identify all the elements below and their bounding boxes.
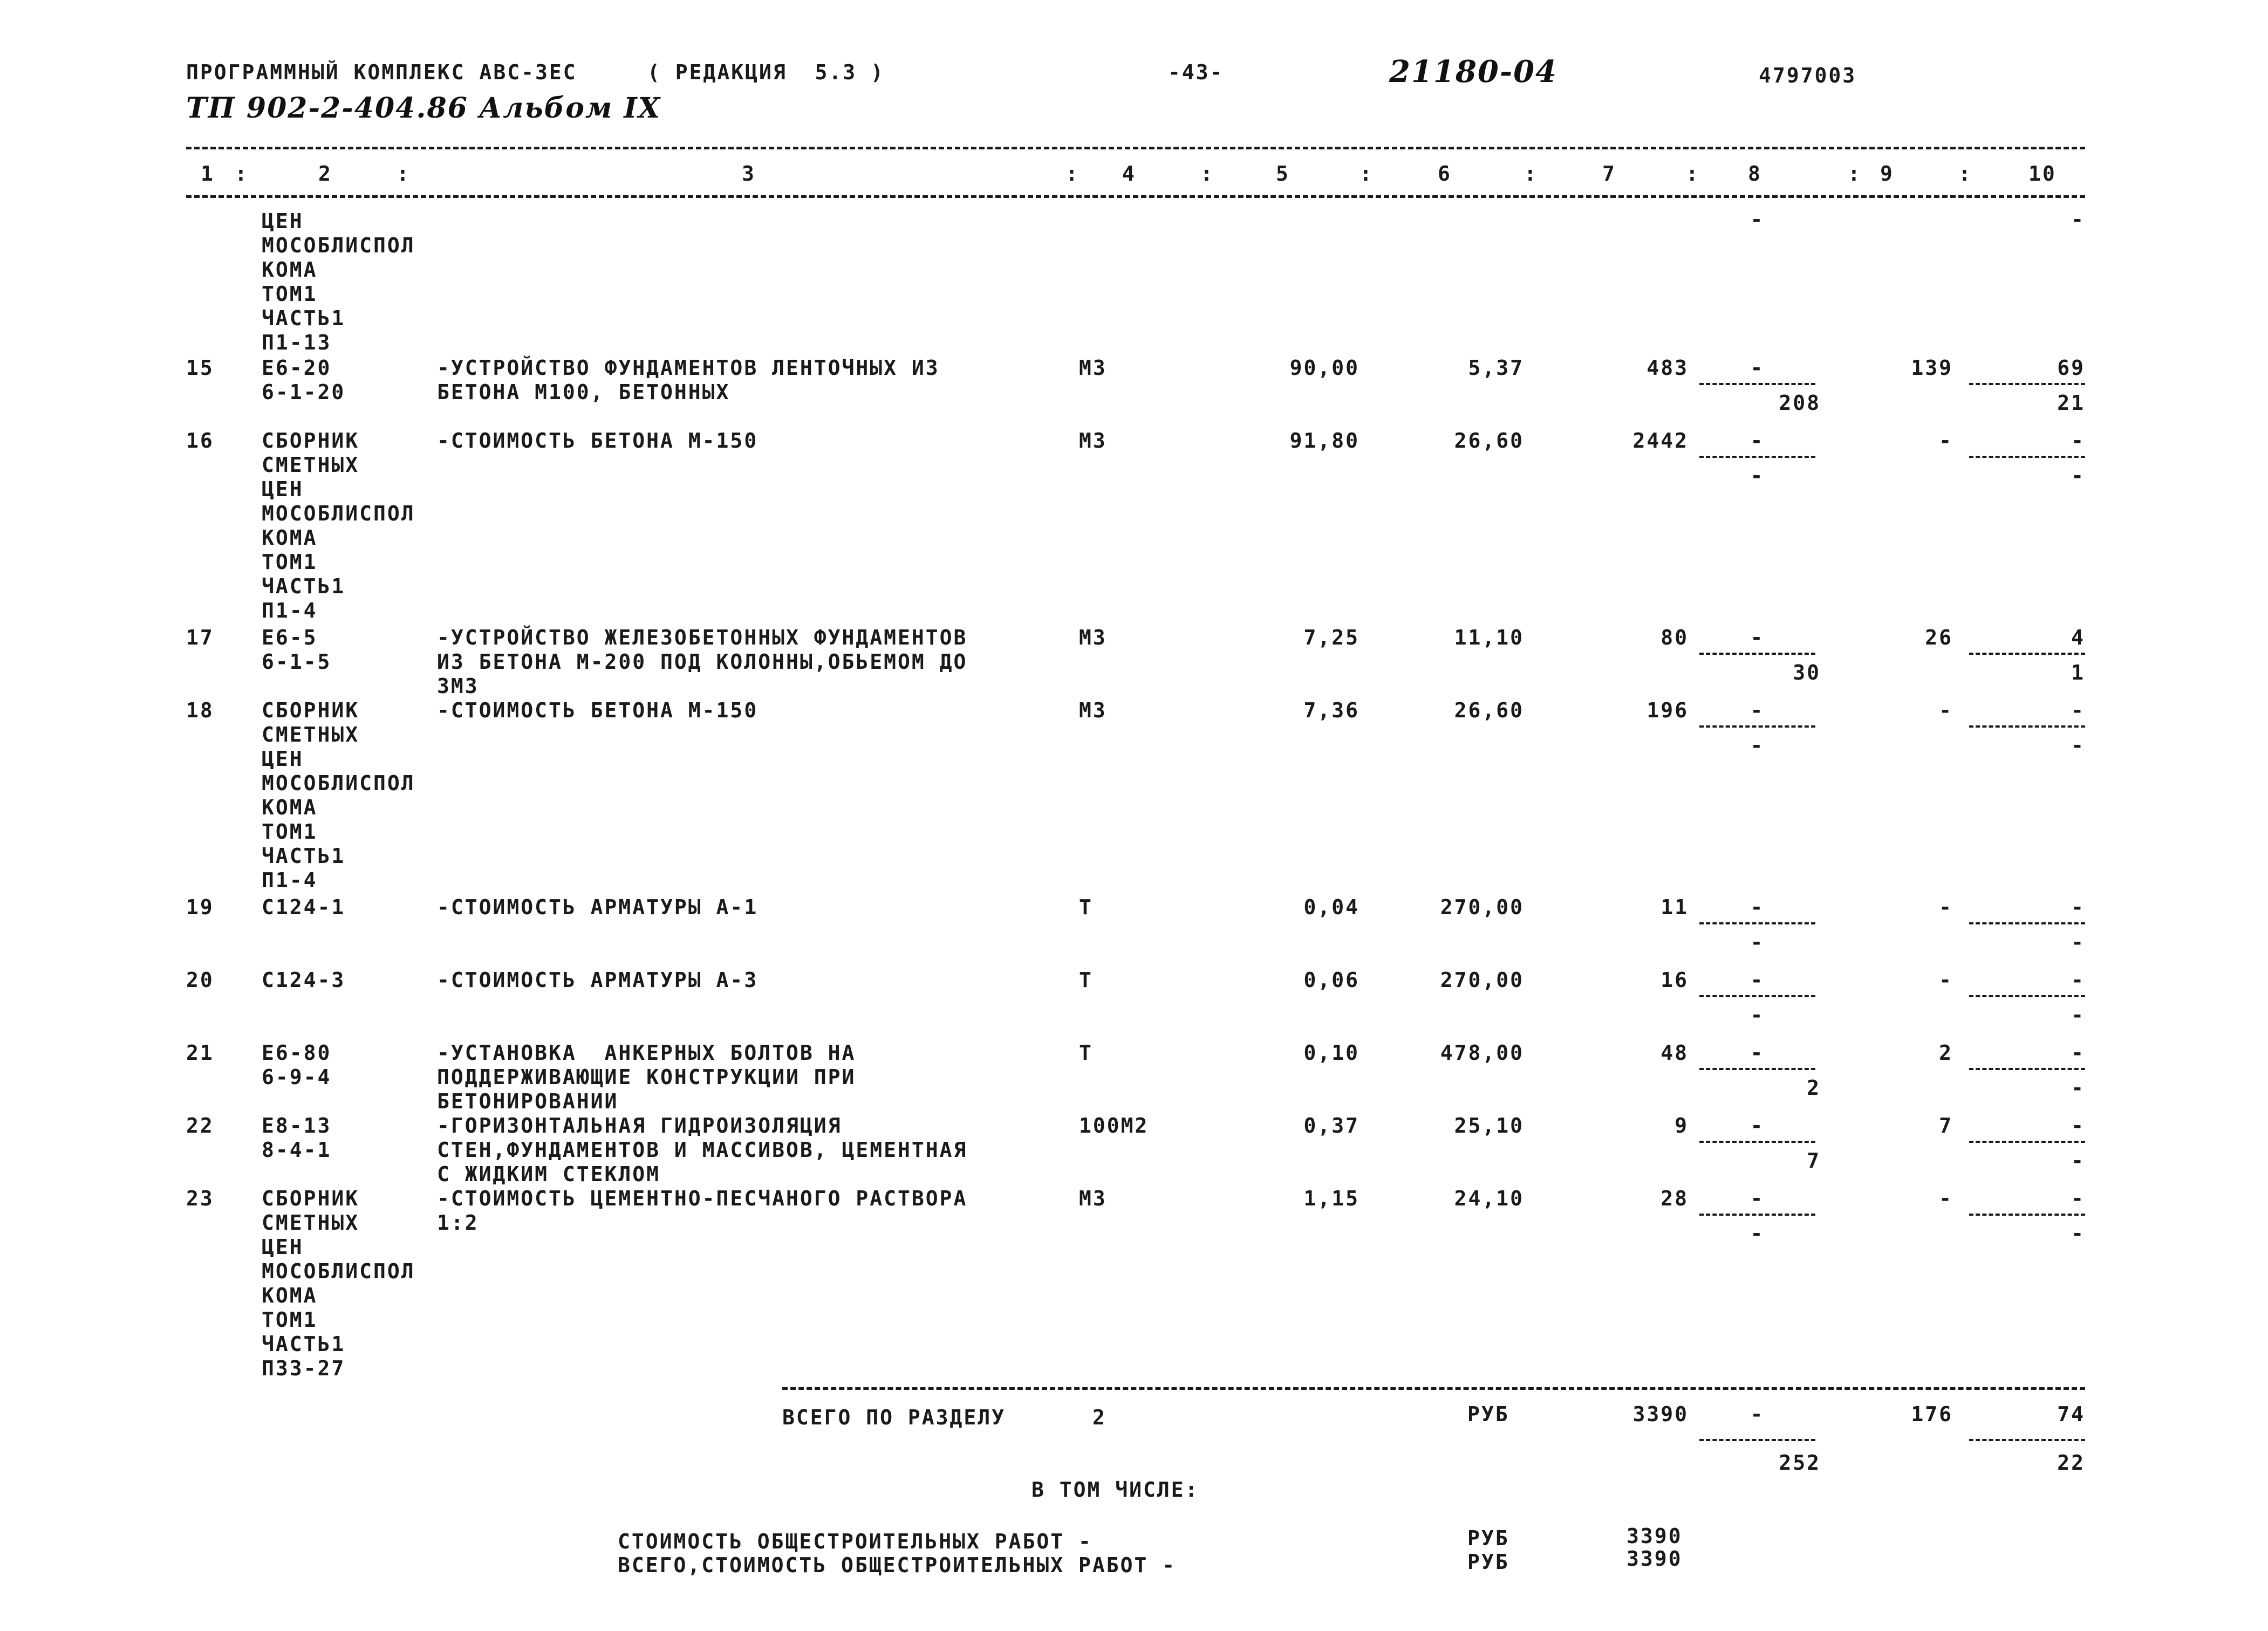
row-name-line: ИЗ БЕТОНА М-200 ПОД КОЛОННЫ,ОБЬЕМОМ ДО [437,650,968,674]
column-number-7: 7 [1602,162,1616,186]
column-number-4: 4 [1122,162,1136,186]
total-unit: РУБ [1467,1402,1509,1426]
row-cost: 11 [1661,895,1689,919]
total-col10-rule [1969,1439,2085,1441]
row-col10-top: 69 [2057,356,2085,380]
row-col10-rule [1969,995,2085,997]
row-code-line: МОСОБЛИСПОЛ [262,502,415,525]
column-separator: : [1686,162,1700,186]
including-label: В ТОМ ЧИСЛЕ: [1031,1478,1199,1502]
row-quantity: 7,25 [1303,626,1360,649]
row-unit: М3 [1079,356,1107,380]
row-quantity: 1,15 [1303,1187,1360,1210]
row-name-line: СТЕН,ФУНДАМЕНТОВ И МАССИВОВ, ЦЕМЕНТНАЯ [437,1138,968,1162]
row-col8-top: - [1750,895,1765,919]
handwritten-album: ТП 902-2-404.86 Альбом IX [186,92,661,125]
row-number: 15 [186,356,214,380]
row-col8-top: - [1750,1114,1765,1137]
row-price: 24,10 [1454,1187,1524,1210]
row-number: 19 [186,895,214,919]
header-rule-top [186,147,2085,149]
total-col10-bottom: 22 [2057,1451,2085,1475]
row-code-line: СМЕТНЫХ [262,723,360,746]
row-code-line: ЧАСТЬ1 [262,574,346,598]
including-line-2-value: 3390 [1627,1547,1683,1571]
row-price: 478,00 [1440,1041,1524,1065]
page-number: -43- [1168,60,1224,84]
including-line-1-unit: РУБ [1467,1526,1509,1550]
row-cost: 16 [1661,968,1689,992]
row-code-line: КОМА [262,526,318,550]
row-number: 16 [186,429,214,453]
row-code-line: 6-1-5 [262,650,332,674]
row-col8-top: - [1750,698,1765,722]
row-unit: М3 [1079,1187,1107,1210]
row-quantity: 0,10 [1303,1041,1360,1065]
row-col10-bottom: - [2071,930,2085,954]
row-col9: - [1939,429,1953,453]
row-code-line: Е8-13 [262,1114,332,1137]
row-col9: - [1939,1187,1953,1210]
row-code-line: КОМА [262,796,318,819]
row-cost: 196 [1647,698,1689,722]
row-col10-rule [1969,1068,2085,1070]
column-number-3: 3 [742,162,756,186]
row-col10-top: 4 [2071,626,2085,649]
row-col9: - [1939,698,1953,722]
row-code-line: 8-4-1 [262,1138,332,1162]
column-number-2: 2 [318,162,332,186]
row-name-line: -СТОИМОСТЬ АРМАТУРЫ А-1 [437,895,759,919]
row-col10-rule [1969,456,2085,458]
row-col8-top: - [1750,968,1765,992]
row-name-line: -СТОИМОСТЬ АРМАТУРЫ А-3 [437,968,759,992]
continuation-col10: - [2071,208,2085,231]
row-number: 20 [186,968,214,992]
row-col10-rule [1969,653,2085,655]
row-col8-rule [1699,725,1815,728]
row-code-line: ТОМ1 [262,820,318,844]
row-col8-top: - [1750,1041,1765,1065]
row-col8-rule [1699,995,1815,997]
row-col8-bottom: 208 [1779,391,1821,415]
row-unit: М3 [1079,429,1107,453]
total-label: ВСЕГО ПО РАЗДЕЛУ [782,1406,1006,1429]
row-unit: Т [1079,895,1093,919]
including-line-1-text: СТОИМОСТЬ ОБЩЕСТРОИТЕЛЬНЫХ РАБОТ - [618,1530,1092,1553]
row-col8-top: - [1750,626,1765,649]
row-cost: 28 [1661,1187,1689,1210]
row-quantity: 91,80 [1289,429,1360,453]
row-price: 26,60 [1454,429,1524,453]
column-number-5: 5 [1276,162,1290,186]
row-col9: 26 [1925,626,1953,649]
column-separator: : [1065,162,1080,186]
row-col10-rule [1969,1141,2085,1143]
row-quantity: 0,06 [1303,968,1360,992]
row-col8-rule [1699,653,1815,655]
total-cost: 3390 [1632,1402,1689,1426]
row-col8-rule [1699,922,1815,924]
row-col10-bottom: - [2071,464,2085,488]
row-col8-rule [1699,1068,1815,1070]
row-quantity: 0,37 [1303,1114,1360,1137]
row-code-line: 6-1-20 [262,380,346,404]
row-col10-bottom: - [2071,1003,2085,1027]
row-col8-rule [1699,456,1815,458]
row-name-line: -ГОРИЗОНТАЛЬНАЯ ГИДРОИЗОЛЯЦИЯ [437,1114,842,1137]
including-line-2-unit: РУБ [1467,1550,1509,1574]
row-col8-bottom: - [1750,930,1765,954]
row-quantity: 0,04 [1303,895,1360,919]
row-number: 17 [186,626,214,649]
column-separator: : [235,162,249,186]
continuation-line: КОМА [262,258,318,282]
row-code-line: СБОРНИК [262,698,360,722]
continuation-line: ЦЕН [262,209,304,233]
row-col10-top: - [2071,698,2085,722]
row-code-line: МОСОБЛИСПОЛ [262,1259,415,1283]
row-code-line: МОСОБЛИСПОЛ [262,771,415,795]
row-col8-bottom: - [1750,1222,1765,1245]
row-price: 25,10 [1454,1114,1524,1137]
row-code-line: СМЕТНЫХ [262,453,360,477]
row-name-line: -СТОИМОСТЬ БЕТОНА М-150 [437,429,759,453]
row-code-line: ЦЕН [262,1235,304,1259]
row-quantity: 7,36 [1303,698,1360,722]
row-price: 11,10 [1454,626,1524,649]
total-col9: 176 [1911,1402,1953,1426]
row-code-line: КОМА [262,1284,318,1307]
row-unit: М3 [1079,698,1107,722]
row-col10-bottom: 1 [2071,661,2085,684]
row-name-line: -УСТРОЙСТВО ЖЕЛЕЗОБЕТОННЫХ ФУНДАМЕНТОВ [437,626,968,649]
document-number: 4797003 [1759,64,1857,87]
row-col8-bottom: 7 [1807,1149,1821,1173]
column-separator: : [1200,162,1214,186]
row-col10-top: - [2071,895,2085,919]
row-unit: Т [1079,968,1093,992]
total-col8-top: - [1750,1402,1765,1426]
total-rule [782,1387,2085,1390]
total-col10-top: 74 [2057,1402,2085,1426]
column-separator: : [1848,162,1862,186]
row-col8-top: - [1750,429,1765,453]
row-unit: М3 [1079,626,1107,649]
row-col10-rule [1969,725,2085,728]
column-number-10: 10 [2028,162,2057,186]
row-number: 18 [186,698,214,722]
row-col10-bottom: - [2071,734,2085,757]
row-col10-rule [1969,383,2085,385]
handwritten-code: 21180-04 [1389,54,1557,90]
continuation-line: ЧАСТЬ1 [262,306,346,330]
row-code-line: ТОМ1 [262,550,318,574]
row-number: 23 [186,1187,214,1210]
row-price: 270,00 [1440,895,1524,919]
row-code-line: ЧАСТЬ1 [262,844,346,868]
row-col8-bottom: 2 [1807,1076,1821,1100]
row-col10-bottom: - [2071,1149,2085,1173]
column-separator: : [397,162,411,186]
column-separator: : [1524,162,1538,186]
row-col10-top: - [2071,1114,2085,1137]
row-code-line: СБОРНИК [262,1187,360,1210]
row-col8-bottom: 30 [1793,661,1821,684]
row-unit: Т [1079,1041,1093,1065]
row-col8-rule [1699,1141,1815,1143]
row-cost: 80 [1661,626,1689,649]
row-col8-bottom: - [1750,464,1765,488]
row-col10-top: - [2071,1041,2085,1065]
row-col10-top: - [2071,1187,2085,1210]
column-separator: : [1360,162,1374,186]
row-cost: 48 [1661,1041,1689,1065]
row-col9: - [1939,895,1953,919]
row-code-line: П1-4 [262,599,318,622]
continuation-line: ТОМ1 [262,282,318,306]
row-col10-bottom: - [2071,1076,2085,1100]
continuation-col8: - [1750,208,1765,231]
row-cost: 9 [1675,1114,1689,1137]
row-code-line: ЦЕН [262,747,304,771]
column-number-9: 9 [1880,162,1894,186]
row-code-line: П1-4 [262,868,318,892]
row-code-line: СБОРНИК [262,429,360,453]
row-cost: 483 [1647,356,1689,380]
row-name-line: -СТОИМОСТЬ ЦЕМЕНТНО-ПЕСЧАНОГО РАСТВОРА [437,1187,968,1210]
row-col10-top: - [2071,429,2085,453]
total-col8-bottom: 252 [1779,1451,1821,1475]
row-col10-bottom: 21 [2057,391,2085,415]
total-section: 2 [1092,1406,1106,1429]
row-col8-rule [1699,383,1815,385]
row-name-line: 3М3 [437,674,479,698]
row-name-line: БЕТОНА М100, БЕТОННЫХ [437,380,730,404]
row-code-line: П33-27 [262,1356,346,1380]
row-cost: 2442 [1632,429,1689,453]
column-number-8: 8 [1748,162,1762,186]
header-rule-bottom [186,195,2085,198]
row-name-line: С ЖИДКИМ СТЕКЛОМ [437,1162,661,1186]
row-name-line: 1:2 [437,1211,479,1235]
row-col10-rule [1969,922,2085,924]
row-price: 5,37 [1468,356,1524,380]
row-col10-top: - [2071,968,2085,992]
row-col8-rule [1699,1214,1815,1216]
row-col8-bottom: - [1750,1003,1765,1027]
row-code-line: С124-3 [262,968,346,992]
row-code-line: Е6-5 [262,626,318,649]
including-line-1-value: 3390 [1627,1524,1683,1548]
row-number: 21 [186,1041,214,1065]
row-col8-top: - [1750,356,1765,380]
row-unit: 100М2 [1079,1114,1149,1137]
program-title: ПРОГРАММНЫЙ КОМПЛЕКС АВС-ЗЕС [186,60,577,84]
column-separator: : [1958,162,1972,186]
row-code-line: СМЕТНЫХ [262,1211,360,1235]
row-price: 26,60 [1454,698,1524,722]
row-name-line: БЕТОНИРОВАНИИ [437,1089,619,1113]
row-price: 270,00 [1440,968,1524,992]
continuation-line: П1-13 [262,331,332,354]
row-col9: 139 [1911,356,1953,380]
row-code-line: ЧАСТЬ1 [262,1332,346,1356]
row-name-line: -СТОИМОСТЬ БЕТОНА М-150 [437,698,759,722]
row-col8-top: - [1750,1187,1765,1210]
row-col10-bottom: - [2071,1222,2085,1245]
continuation-line: МОСОБЛИСПОЛ [262,234,415,257]
total-col8-rule [1699,1439,1815,1441]
including-line-2-text: ВСЕГО,СТОИМОСТЬ ОБЩЕСТРОИТЕЛЬНЫХ РАБОТ - [618,1553,1177,1577]
row-name-line: ПОДДЕРЖИВАЮЩИЕ КОНСТРУКЦИИ ПРИ [437,1065,856,1089]
column-number-1: 1 [201,162,215,186]
row-col9: - [1939,968,1953,992]
edition-label: ( РЕДАКЦИЯ 5.3 ) [647,60,885,84]
row-col10-rule [1969,1214,2085,1216]
row-number: 22 [186,1114,214,1137]
row-quantity: 90,00 [1289,356,1360,380]
column-number-6: 6 [1438,162,1452,186]
row-code-line: ЦЕН [262,477,304,501]
row-name-line: -УСТАНОВКА АНКЕРНЫХ БОЛТОВ НА [437,1041,856,1065]
row-col8-bottom: - [1750,734,1765,757]
row-name-line: -УСТРОЙСТВО ФУНДАМЕНТОВ ЛЕНТОЧНЫХ ИЗ [437,356,940,380]
row-code-line: С124-1 [262,895,346,919]
row-code-line: Е6-80 [262,1041,332,1065]
row-col9: 7 [1939,1114,1953,1137]
row-code-line: ТОМ1 [262,1308,318,1332]
row-code-line: 6-9-4 [262,1065,332,1089]
row-col9: 2 [1939,1041,1953,1065]
row-code-line: Е6-20 [262,356,332,380]
